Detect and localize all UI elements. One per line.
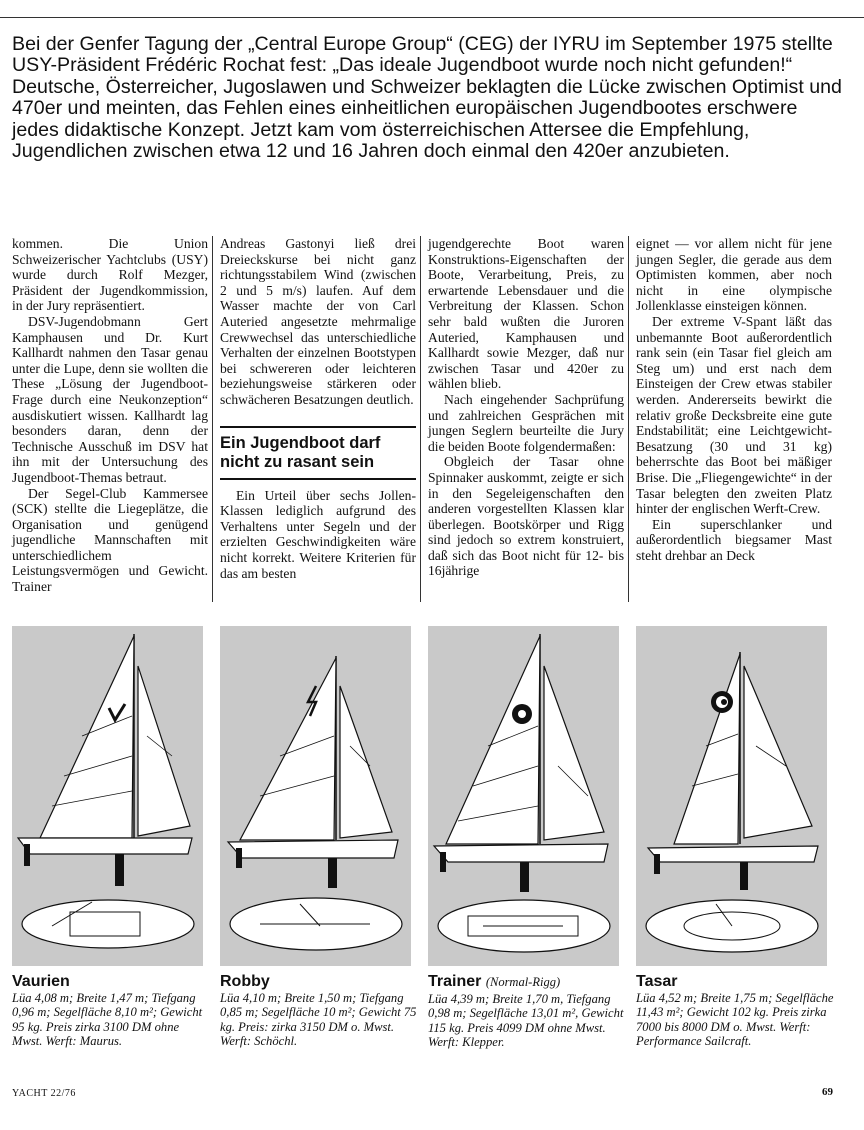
boat-name: Vaurien	[12, 973, 70, 990]
paragraph: Nach eingehender Sachprüfung und zahlreichen Gesprächen mit jungen Seglern beurteilte die Jury die beiden Boote folgendermaßen:	[428, 391, 624, 454]
boat-name: Robby	[220, 973, 270, 990]
paragraph: jugendgerechte Boot waren Konstruktions-Eigenschaften der Boote, Verarbeitung, Preis, zu erwartende Lebensdauer und die Verbreitung der Klassen. Schon sehr bald wußten die Juroren Auteried, Kamphausen und Kallhardt sowie Mezger, daß nur zwischen Tasar und 420er zu wählen blieb.	[428, 236, 624, 392]
boat-specs: Lüa 4,39 m; Breite 1,70 m, Tiefgang 0,98 m; Segelfläche 13,01 m², Gewicht 115 kg. Preis 4099 DM ohne Mwst. Werft: Klepper.	[428, 992, 624, 1050]
text-column-2	[220, 236, 416, 581]
vaurien-illustration	[12, 626, 203, 966]
paragraph: DSV-Jugendobmann Gert Kamphausen und Dr. Kurt Kallhardt nahmen den Tasar genau unter die Lupe, denn sie wollten die These „Lösung der Jugendboot-Frage durch eine Neukonzeption“ ausdiskutiert wissen. Kallhardt lag besonders daran, denn der Technische Ausschuß im DSV hat ihn mit der Untersuchung des Jugendboot-Themas betraut.	[12, 313, 208, 485]
subheading: Ein Jugendboot darf nicht zu rasant sein	[220, 426, 416, 480]
trainer-illustration	[428, 626, 619, 966]
paragraph: kommen. Die Union Schweizerischer Yachtclubs (USY) wurde durch Rolf Mezger, Präsident der Jugendkommission, in der Jury repräsentiert.	[12, 236, 208, 314]
magazine-issue-label: YACHT 22/76	[12, 1088, 76, 1099]
sailboat-drawing	[428, 626, 619, 966]
paragraph: Der Segel-Club Kammersee (SCK) stellte die Liegeplätze, die Organisation und genügend jugendliche Mannschaften mit unterschiedlichem Leistungsvermögen und Gewicht. Trainer	[12, 485, 208, 595]
robby-illustration	[220, 626, 411, 966]
trainer-caption	[428, 972, 628, 1050]
boat-name: Trainer (Normal-Rigg)	[428, 973, 561, 990]
paragraph: Ein Urteil über sechs Jollen-Klassen lediglich aufgrund des Verhaltens unter Segeln und der erzielten Geschwindigkeiten wäre nicht korrekt. Weitere Kriterien für das am besten	[220, 487, 416, 581]
column-divider	[212, 236, 213, 602]
paragraph: Andreas Gastonyi ließ drei Dreieckskurse bei nicht ganz richtungsstabilem Wind (zwischen 2 und 5 m/s) laufen. Auf dem Wasser machte der von Carl Auteried angesetzte mehrmalige Crewwechsel das unterschiedliche Verhalten der einzelnen Bootstypen bei schwereren oder leichteren beziehungsweise stärkeren oder schwächeren Besatzungen deutlich.	[220, 236, 416, 407]
text-column-4	[636, 236, 832, 563]
boat-name: Tasar	[636, 973, 678, 990]
paragraph: Ein superschlanker und außerordentlich biegsamer Mast steht drehbar an Deck	[636, 516, 832, 563]
sailboat-drawing	[12, 626, 203, 966]
column-divider	[628, 236, 629, 602]
text-column-3	[428, 236, 624, 579]
boat-specs: Lüa 4,52 m; Breite 1,75 m; Segelfläche 11,43 m²; Gewicht 102 kg. Preis zirka 7000 bis 8000 DM o. Mwst. Werft: Performance Sailcraft.	[636, 991, 834, 1049]
page-number: 69	[822, 1086, 833, 1098]
vaurien-caption	[12, 972, 212, 1049]
lead-paragraph: Bei der Genfer Tagung der „Central Europe Group“ (CEG) der IYRU im September 1975 stellte USY-Präsident Frédéric Rochat fest: „Das ideale Jugendboot wurde noch nicht gefunden!“ Deutsche, Österreicher, Jugoslawen und Schweizer beklagten die Lücke zwischen Optimist und 470er und meinten, das Fehlen eines einheitlichen europäischen Jugendbootes erschwere jedes didaktische Konzept. Jetzt kam vom österreichischen Attersee die Empfehlung, Jugendlichen zwischen etwa 12 und 16 Jahren doch einmal den 420er anzubieten.	[12, 33, 842, 163]
paragraph: Obgleich der Tasar ohne Spinnaker auskommt, zeigte er sich in den Segeleigenschaften den anderen vorgestellten Klassen klar überlegen. Bootskörper und Rigg sind jedoch so extrem konstruiert, daß sich das Boot nicht für 12- bis 16jährige	[428, 454, 624, 579]
text-column-1	[12, 236, 208, 595]
boat-specs: Lüa 4,10 m; Breite 1,50 m; Tiefgang 0,85 m; Segelfläche 10 m²; Gewicht 75 kg. Preis: zirka 3150 DM o. Mwst. Werft: Schöchl.	[220, 991, 417, 1049]
tasar-caption	[636, 972, 836, 1049]
robby-caption	[220, 972, 420, 1049]
tasar-illustration	[636, 626, 827, 966]
top-rule	[0, 17, 864, 18]
column-divider	[420, 236, 421, 602]
boat-subtitle: (Normal-Rigg)	[485, 975, 561, 989]
paragraph: Der extreme V-Spant läßt das unbemannte Boot außerordentlich rank sein (ein Tasar fiel gleich am Steg um) und erst nach dem Einsteigen der Crew etwas stabiler werden. Andererseits bewirkt die relativ große Decksbreite eine gute Endstabilität; eine Leichtgewicht-Besatzung (30 und 31 kg) beherrschte das Boot bei mäßiger Brise. Die „Fliegengewichte“ in der Tasar belegten den zweiten Platz hinter der englischen Werft-Crew.	[636, 313, 832, 517]
paragraph: eignet — vor allem nicht für jene jungen Segler, die gerade aus dem Optimisten kommen, aber noch nicht in eine olympische Jollenklasse einsteigen können.	[636, 236, 832, 314]
sailboat-drawing	[220, 626, 411, 966]
boat-specs: Lüa 4,08 m; Breite 1,47 m; Tiefgang 0,96 m; Segelfläche 8,10 m²; Gewicht 95 kg. Preis zirka 3100 DM ohne Mwst. Werft: Maurus.	[12, 991, 203, 1049]
sailboat-drawing	[636, 626, 827, 966]
